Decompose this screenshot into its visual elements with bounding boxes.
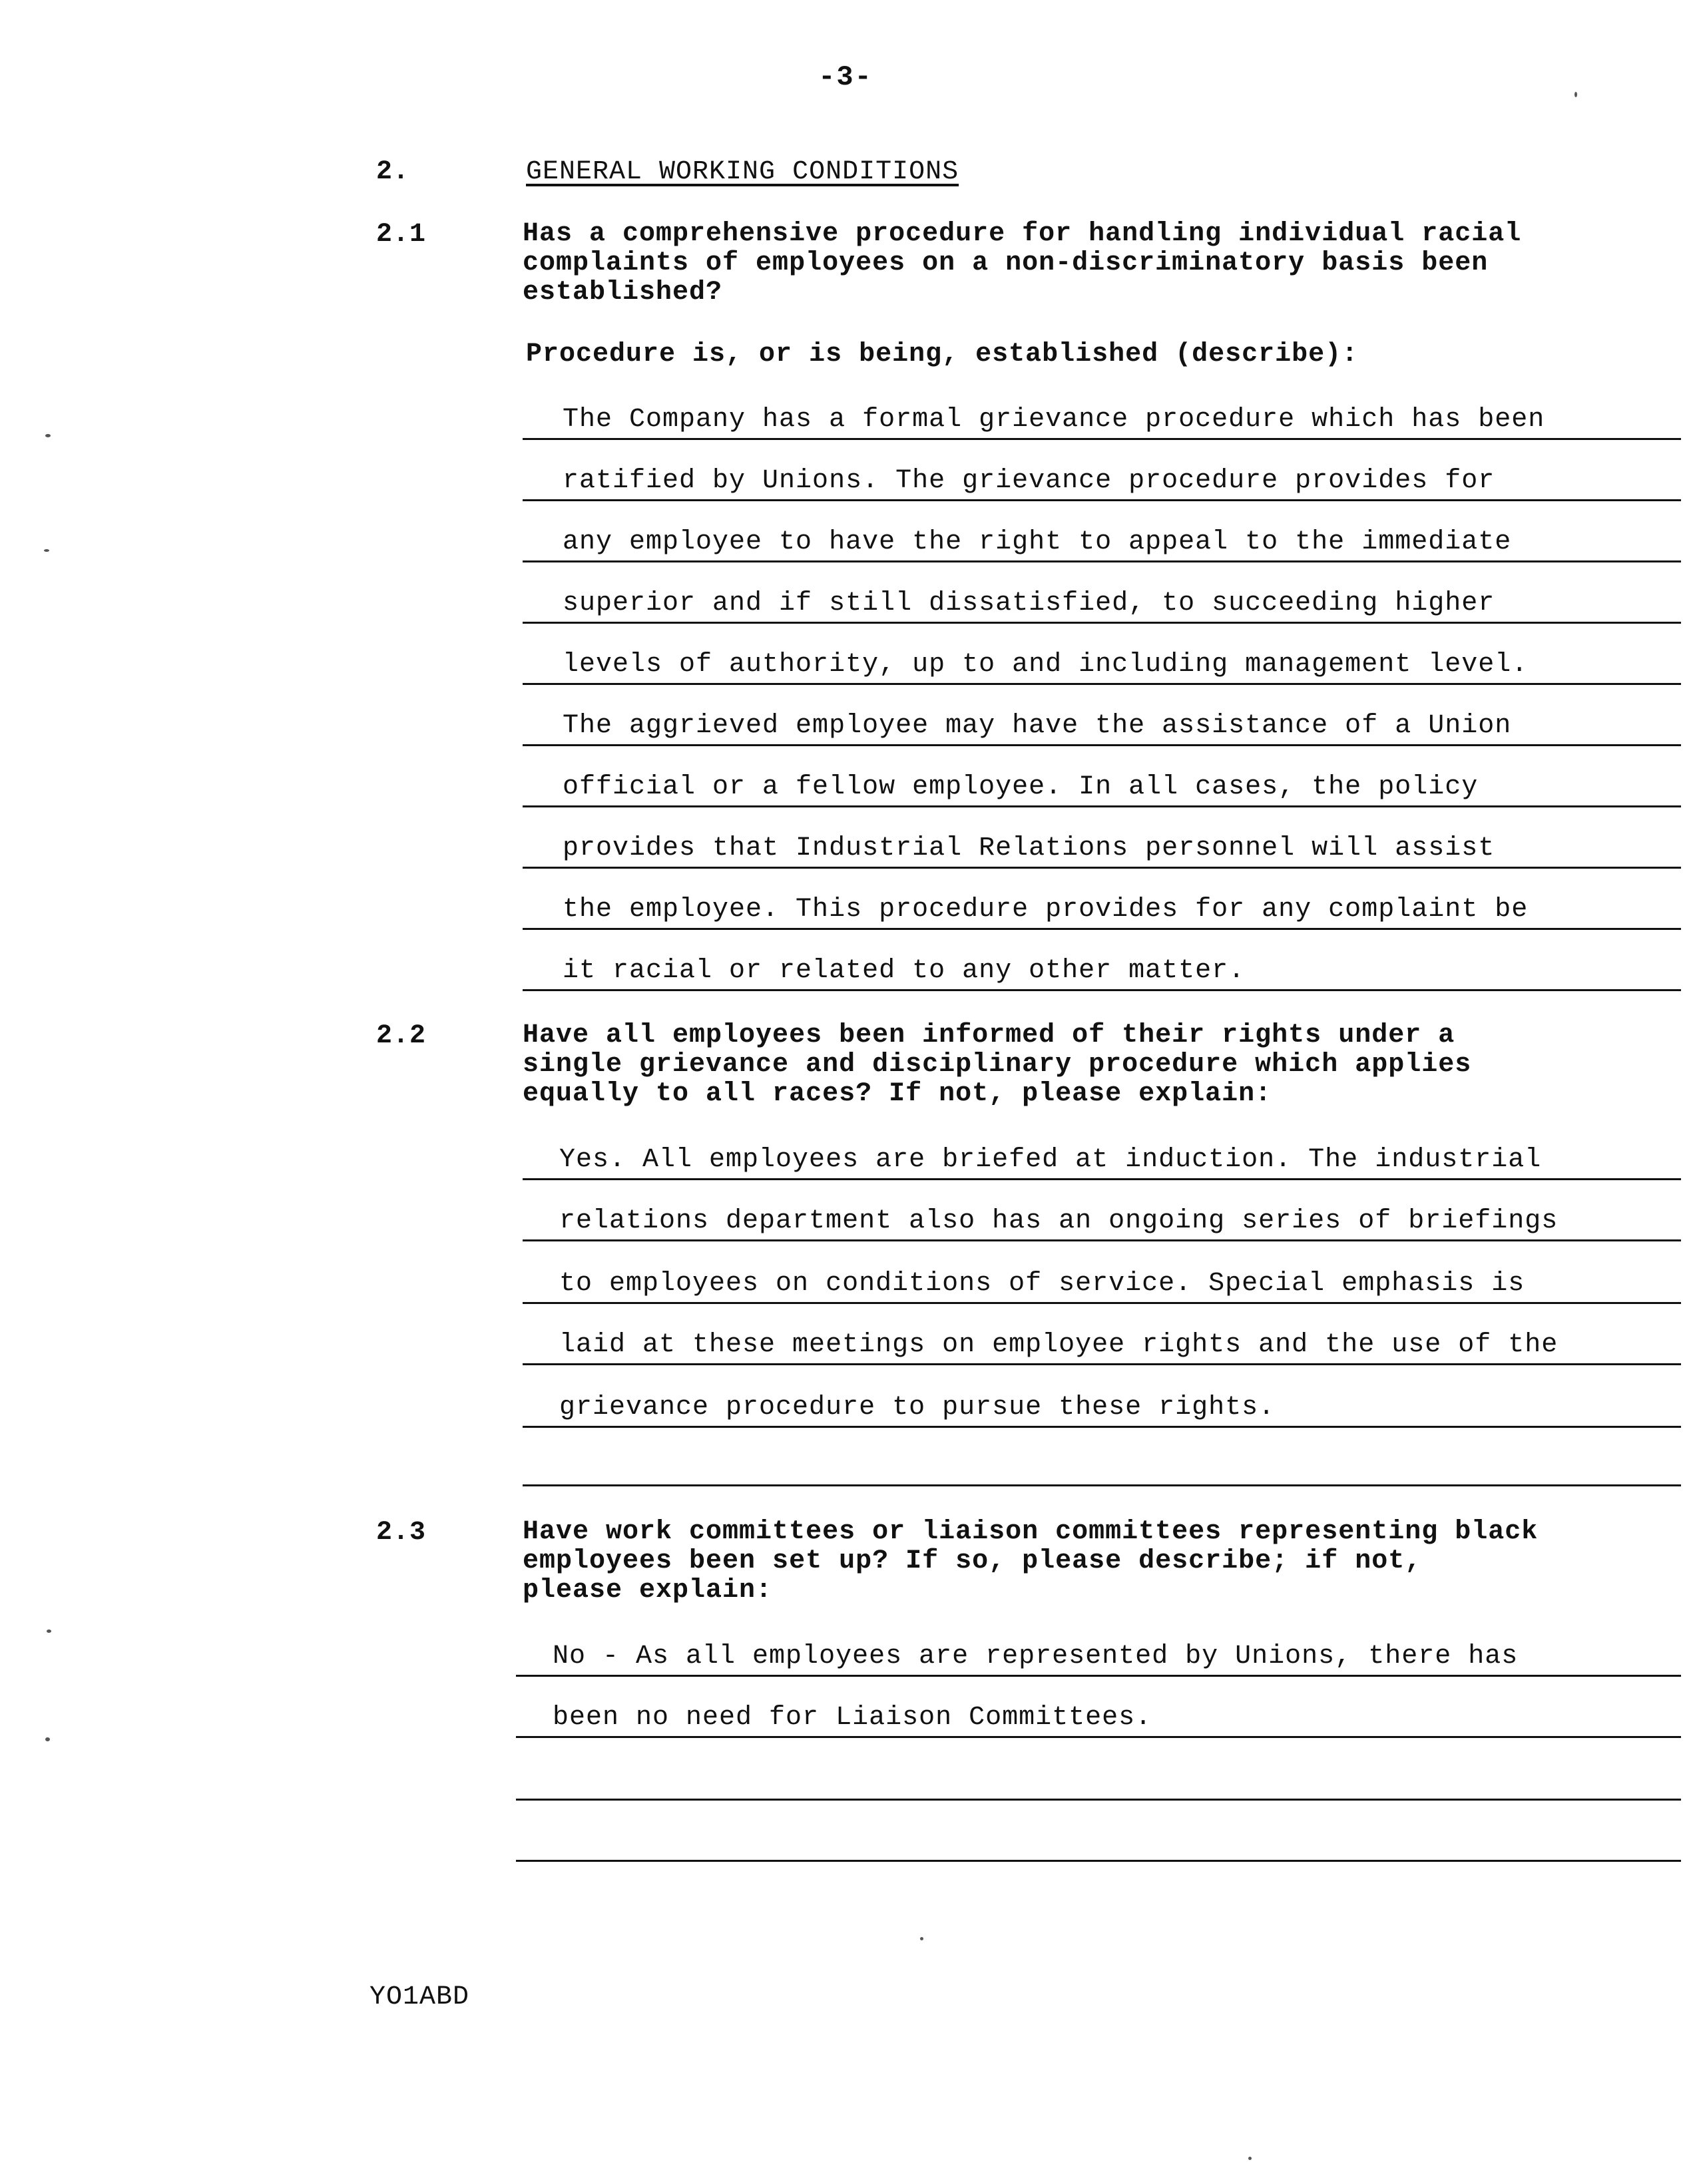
question-line: Have all employees been informed of their rights under a bbox=[523, 1020, 1455, 1050]
question-2-1-prompt: Procedure is, or is being, established (describe): bbox=[526, 339, 1359, 369]
answer-line bbox=[523, 1178, 1681, 1180]
answer-line bbox=[523, 867, 1681, 869]
answer-text: relations department also has an ongoing series of briefings bbox=[559, 1206, 1559, 1236]
answer-line bbox=[516, 1799, 1681, 1801]
answer-line bbox=[523, 928, 1681, 930]
scan-speck bbox=[45, 1737, 50, 1741]
answer-line bbox=[523, 1426, 1681, 1428]
answer-line bbox=[523, 560, 1681, 562]
question-2-3-number: 2.3 bbox=[376, 1518, 427, 1548]
answer-line bbox=[523, 622, 1681, 624]
answer-text: official or a fellow employee. In all cases, the policy bbox=[563, 772, 1479, 802]
answer-text: any employee to have the right to appeal to the immediate bbox=[563, 527, 1512, 557]
scan-speck bbox=[45, 434, 51, 437]
question-line: complaints of employees on a non-discriminatory basis been bbox=[523, 248, 1489, 278]
answer-line bbox=[523, 1239, 1681, 1241]
section-title: GENERAL WORKING CONDITIONS bbox=[526, 157, 959, 187]
question-line: single grievance and disciplinary procedure which applies bbox=[523, 1050, 1472, 1080]
answer-line bbox=[523, 438, 1681, 440]
answer-text: to employees on conditions of service. Special emphasis is bbox=[559, 1269, 1525, 1299]
scan-speck bbox=[1574, 92, 1577, 97]
answer-text: levels of authority, up to and including management level. bbox=[563, 650, 1529, 680]
answer-text: laid at these meetings on employee rights and the use of the bbox=[559, 1330, 1559, 1360]
question-2-2-text bbox=[523, 1021, 1674, 1109]
answer-line bbox=[523, 1302, 1681, 1304]
question-line: employees been set up? If so, please describe; if not, bbox=[523, 1546, 1422, 1576]
answer-line bbox=[523, 683, 1681, 685]
scan-speck bbox=[44, 549, 49, 552]
answer-text: ratified by Unions. The grievance procedure provides for bbox=[563, 466, 1495, 496]
question-2-2-number: 2.2 bbox=[376, 1021, 427, 1051]
question-line: Have work committees or liaison committees representing black bbox=[523, 1517, 1539, 1547]
document-code: YO1ABD bbox=[369, 1982, 470, 2012]
question-line: equally to all races? If not, please explain: bbox=[523, 1079, 1272, 1109]
question-2-1-number: 2.1 bbox=[376, 220, 427, 250]
answer-line bbox=[516, 1860, 1681, 1862]
answer-line bbox=[523, 499, 1681, 501]
answer-text: grievance procedure to pursue these rights. bbox=[559, 1393, 1276, 1422]
question-line: please explain: bbox=[523, 1576, 773, 1606]
answer-line bbox=[523, 989, 1681, 991]
answer-text: the employee. This procedure provides for any complaint be bbox=[563, 895, 1529, 925]
answer-line bbox=[523, 1363, 1681, 1365]
answer-text: it racial or related to any other matter. bbox=[563, 956, 1246, 986]
scan-speck bbox=[47, 1630, 51, 1633]
scan-speck bbox=[920, 1937, 923, 1940]
answer-line bbox=[523, 1484, 1681, 1486]
question-line: established? bbox=[523, 278, 723, 308]
page-number: -3- bbox=[818, 61, 873, 93]
question-2-1-text bbox=[523, 220, 1674, 308]
answer-text: No - As all employees are represented by Unions, there has bbox=[553, 1641, 1519, 1671]
answer-text: The aggrieved employee may have the assistance of a Union bbox=[563, 711, 1512, 741]
question-line: Has a comprehensive procedure for handling individual racial bbox=[523, 219, 1522, 249]
answer-line bbox=[523, 744, 1681, 746]
question-2-3-text bbox=[523, 1518, 1674, 1606]
answer-text: The Company has a formal grievance procedure which has been bbox=[563, 405, 1545, 435]
answer-line bbox=[516, 1736, 1681, 1738]
answer-line bbox=[516, 1675, 1681, 1677]
answer-text: provides that Industrial Relations personnel will assist bbox=[563, 833, 1495, 863]
answer-text: been no need for Liaison Committees. bbox=[553, 1703, 1152, 1733]
scan-speck bbox=[1248, 2157, 1252, 2160]
answer-text: Yes. All employees are briefed at induction. The industrial bbox=[559, 1145, 1542, 1175]
section-number: 2. bbox=[376, 157, 410, 187]
answer-line bbox=[523, 805, 1681, 807]
answer-text: superior and if still dissatisfied, to succeeding higher bbox=[563, 588, 1495, 618]
